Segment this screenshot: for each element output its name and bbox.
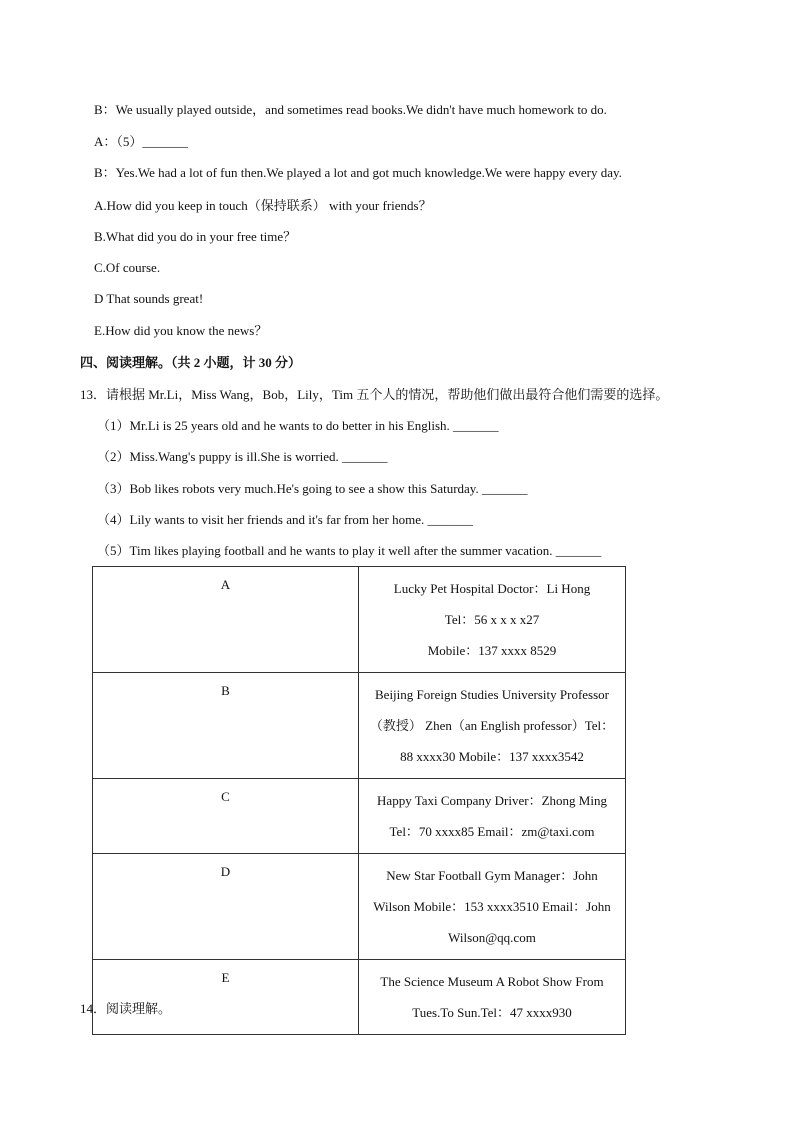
question-13-prompt: 13．请根据 Mr.Li，Miss Wang，Bob，Lily，Tim 五个人的情况，帮助他们做出最符合他们需要的选择。 bbox=[80, 387, 669, 402]
option-info bbox=[359, 779, 626, 854]
option-info-line: New Star Football Gym Manager：John bbox=[386, 868, 598, 883]
choice-b: B.What did you do in your free time？ bbox=[94, 229, 297, 244]
question-13-item-4: （4）Lily wants to visit her friends and it's far from her home. _______ bbox=[97, 512, 474, 527]
option-info bbox=[359, 673, 626, 779]
option-info bbox=[359, 960, 626, 1035]
option-info-line: 88 xxxx30 Mobile：137 xxxx3542 bbox=[400, 749, 584, 764]
question-13-item-1: （1）Mr.Li is 25 years old and he wants to do better in his English. _______ bbox=[97, 418, 499, 433]
option-info bbox=[359, 567, 626, 673]
option-info bbox=[359, 854, 626, 960]
question-13-item-2: （2）Miss.Wang's puppy is ill.She is worried. _______ bbox=[97, 449, 388, 464]
question-13-item-5: （5）Tim likes playing football and he wants to play it well after the summer vacation. _______ bbox=[97, 543, 602, 558]
option-letter: D bbox=[93, 854, 359, 960]
dialogue-line-b1: B：We usually played outside，and sometimes read books.We didn't have much homework to do. bbox=[94, 102, 607, 117]
option-info-line: Tel：56 x x x x27 bbox=[444, 612, 540, 627]
option-info-line: The Science Museum A Robot Show From bbox=[380, 974, 604, 989]
option-letter: A bbox=[93, 567, 359, 673]
question-14-prompt: 14．阅读理解。 bbox=[80, 1001, 172, 1016]
choice-d: D That sounds great! bbox=[94, 291, 204, 306]
option-info-line: Tues.To Sun.Tel：47 xxxx930 bbox=[412, 1005, 572, 1020]
table-row bbox=[93, 673, 626, 779]
choice-a: A.How did you keep in touch（保持联系） with your friends？ bbox=[94, 198, 432, 213]
table-row bbox=[93, 779, 626, 854]
dialogue-line-b2: B：Yes.We had a lot of fun then.We played a lot and got much knowledge.We were happy every day. bbox=[94, 165, 622, 180]
choice-c: C.Of course. bbox=[94, 260, 161, 275]
option-info-line: Wilson Mobile：153 xxxx3510 Email：John bbox=[373, 899, 611, 914]
option-letter: B bbox=[93, 673, 359, 779]
choice-e: E.How did you know the news？ bbox=[94, 323, 268, 338]
option-info-line: Beijing Foreign Studies University Professor bbox=[375, 687, 609, 702]
options-table bbox=[92, 566, 626, 1035]
option-info-line: Lucky Pet Hospital Doctor：Li Hong bbox=[393, 581, 591, 596]
dialogue-line-a5: A：（5）_______ bbox=[94, 134, 188, 149]
option-letter: E bbox=[93, 960, 359, 1035]
section-heading: 四、阅读理解。（共 2 小题，计 30 分） bbox=[80, 355, 302, 370]
option-info-line: Happy Taxi Company Driver：Zhong Ming bbox=[377, 793, 607, 808]
option-info-line: Mobile：137 xxxx 8529 bbox=[427, 643, 557, 658]
option-info-line: Wilson@qq.com bbox=[448, 930, 536, 945]
table-row bbox=[93, 567, 626, 673]
option-letter: C bbox=[93, 779, 359, 854]
question-13-item-3: （3）Bob likes robots very much.He's going to see a show this Saturday. _______ bbox=[97, 481, 528, 496]
option-info-line: （教授） Zhen（an English professor）Tel： bbox=[369, 718, 615, 733]
table-row bbox=[93, 854, 626, 960]
option-info-line: Tel：70 xxxx85 Email：zm@taxi.com bbox=[389, 824, 595, 839]
table-row bbox=[93, 960, 626, 1035]
